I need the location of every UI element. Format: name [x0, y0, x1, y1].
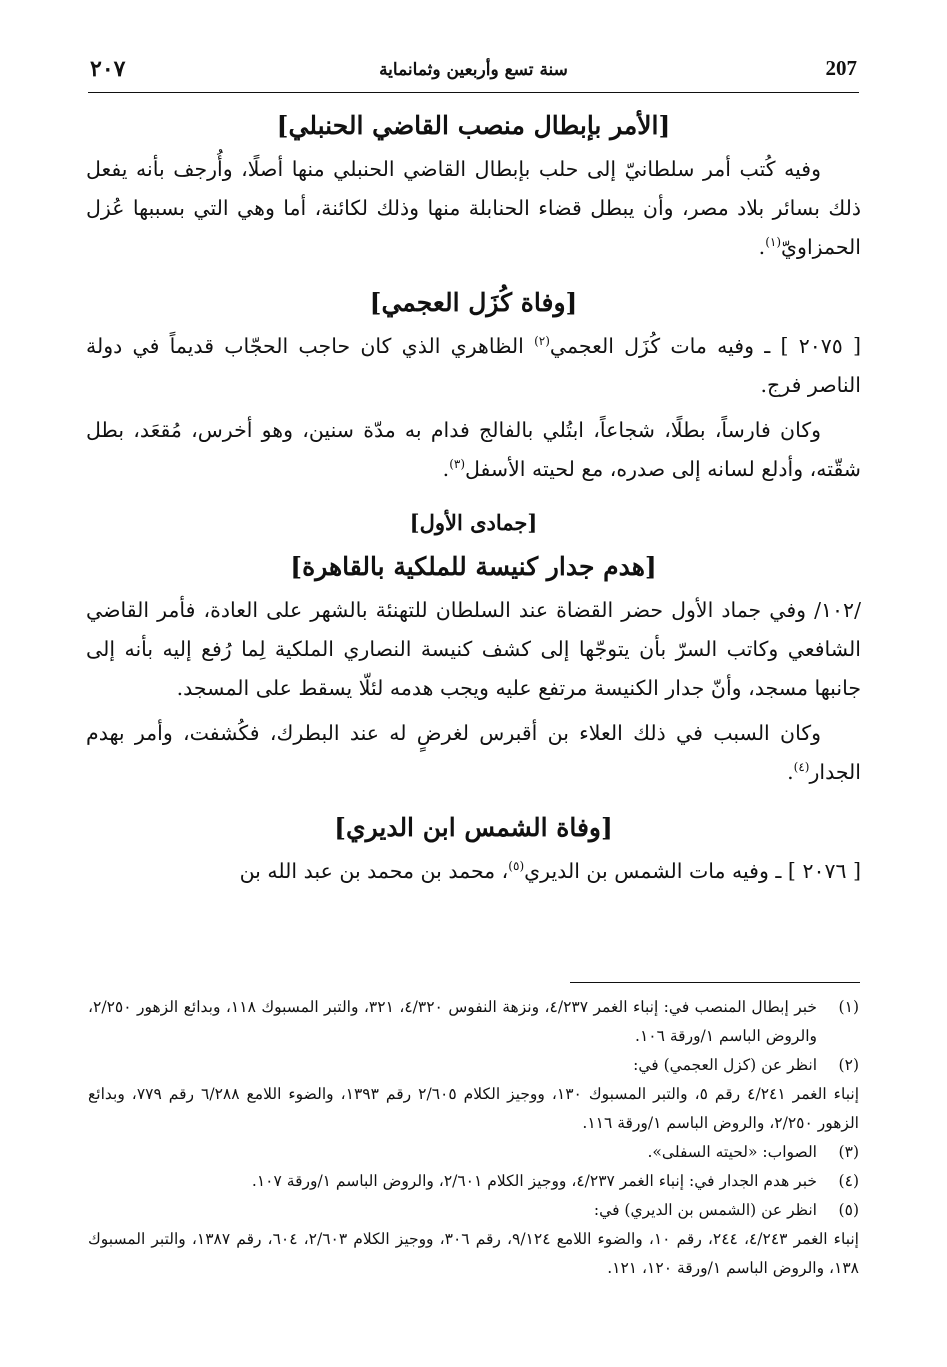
header-rule: [88, 92, 859, 93]
section-title-kuzal: [وفاة كُزَل العجمي]: [369, 288, 578, 317]
section-title-jumada: [جمادى الأول]: [409, 510, 538, 535]
footnote-continuation: إنباء الغمر ٤/٢٤٣، ٢٤٤، رقم ١٠، والضوء اللامع ٩/١٢٤، رقم ٣٠٦، ووجيز الكلام ٢/٦٠٣، ٦٠٤، رقم ١٣٨٧، والتبر المسبوك ١٣٨، والروض الباسم ١/ورقة ١٢٠، ١٢١.: [88, 1230, 859, 1277]
footnote-ref: (٣): [449, 457, 466, 472]
paragraph-church-2: وكان السبب في ذلك العلاء بن أقبرس لغرضٍ له عند البطرك، فكُشفت، وأمر بهدم الجدار$^{(٤)}$.: [86, 721, 861, 784]
footnote-ref: (٥): [508, 859, 525, 874]
footnote-item: [88, 1138, 859, 1167]
paragraph-dayri: [ ٢٠٧٦ ] ـ وفيه مات الشمس بن الديري$^{(٥)}$، محمد بن محمد بن عبد الله بن: [239, 859, 861, 883]
page-number-arabic: ٢٠٧: [90, 56, 126, 82]
section-title-church: [هدم جدار كنيسة للملكية بالقاهرة]: [290, 552, 657, 581]
footnote-number: (٣): [838, 1143, 859, 1161]
paragraph-hanbali: وفيه كُتب أمر سلطانيّ إلى حلب بإبطال القاضي الحنبلي منها أصلًا، وأُرجف بأنه يفعل ذلك بسائر بلاد مصر، وأن يبطل قضاء الحنابلة منها وذلك لكائنة، أما وهي التي بسببها عُزل الحمزاويّ$^{(١)}$.: [86, 157, 861, 259]
paragraph-church-1: /١٠٢/ وفي جماد الأول حضر القضاة عند السلطان للتهنئة بالشهر على العادة، فأمر القاضي الشافعي وكاتب السرّ بأن يتوجّها إلى كشف كنيسة النصاري الملكية لِما رُفع إليه بأنه إلى جانبها مسجد، وأنّ جدار الكنيسة مرتفع عليه ويجب هدمه لئلّا يسقط على المسجد.: [86, 598, 861, 700]
footnote-number: (٥): [838, 1201, 859, 1219]
footnote-continuation: إنباء الغمر ٤/٢٤١ رقم ٥، والتبر المسبوك ١٣٠، ووجيز الكلام ٢/٦٠٥ رقم ١٣٩٣، والضوء اللامع ٦/٢٨٨ رقم ٧٧٩، وبدائع الزهور ٢/٢٥٠، والروض الباسم ١/ورقة ١١٦.: [88, 1085, 859, 1132]
footnote-item: [88, 1051, 859, 1080]
footnote-number: (٤): [838, 1172, 859, 1190]
page-number-latin: 207: [825, 56, 857, 80]
footnote-text: الصواب: «لحيته السفلى».: [647, 1143, 817, 1161]
footnote-ref: (١): [765, 235, 782, 250]
footnote-text: خبر هدم الجدار في: إنباء الغمر ٤/٢٣٧، ووجيز الكلام ٢/٦٠١، والروض الباسم ١/ورقة ١٠٧.: [251, 1172, 817, 1190]
section-title-dayri: [وفاة الشمس ابن الديري]: [334, 813, 613, 842]
footnote-number: (١): [838, 998, 859, 1016]
footnote-ref: (٤): [793, 760, 810, 775]
footnote-rule: [570, 982, 860, 983]
main-text: [86, 108, 861, 891]
paragraph-kuzal-2: وكان فارساً، بطلًا، شجاعاً، ابتُلي بالفالج فدام به مدّة سنين، وهو أخرس، مُقعَد، بطل شقّته، وأدلع لسانه إلى صدره، مع لحيته الأسفل$^{(٣)}$.: [86, 418, 861, 481]
footnote-text: انظر عن (الشمس بن الديري) في:: [593, 1201, 817, 1219]
page-header: [90, 56, 857, 92]
footnote-item: [88, 1196, 859, 1225]
footnote-item: [88, 993, 859, 1051]
footnote-ref: (٢): [534, 334, 550, 349]
section-title-hanbali: [الأمر بإبطال منصب القاضي الحنبلي]: [276, 111, 671, 140]
running-title: سنة تسع وأربعين وثمانماية: [379, 60, 568, 80]
footnote-text: انظر عن (كزل العجمي) في:: [633, 1056, 817, 1074]
footnote-number: (٢): [838, 1056, 859, 1074]
footnotes: [88, 993, 859, 1283]
paragraph-kuzal-1: [ ٢٠٧٥ ] ـ وفيه مات كُزَل العجمي$^{(٢)}$ الظاهري الذي كان حاجب الحجّاب قديماً في دولة الناصر فرج.: [86, 334, 861, 397]
footnote-item: [88, 1167, 859, 1196]
footnote-text: خبر إبطال المنصب في: إنباء الغمر ٤/٢٣٧، ونزهة النفوس ٤/٣٢٠، ٣٢١، والتبر المسبوك ١١٨، وبدائع الزهور ٢/٢٥٠، والروض الباسم ١/ورقة ١٠٦.: [88, 998, 817, 1045]
